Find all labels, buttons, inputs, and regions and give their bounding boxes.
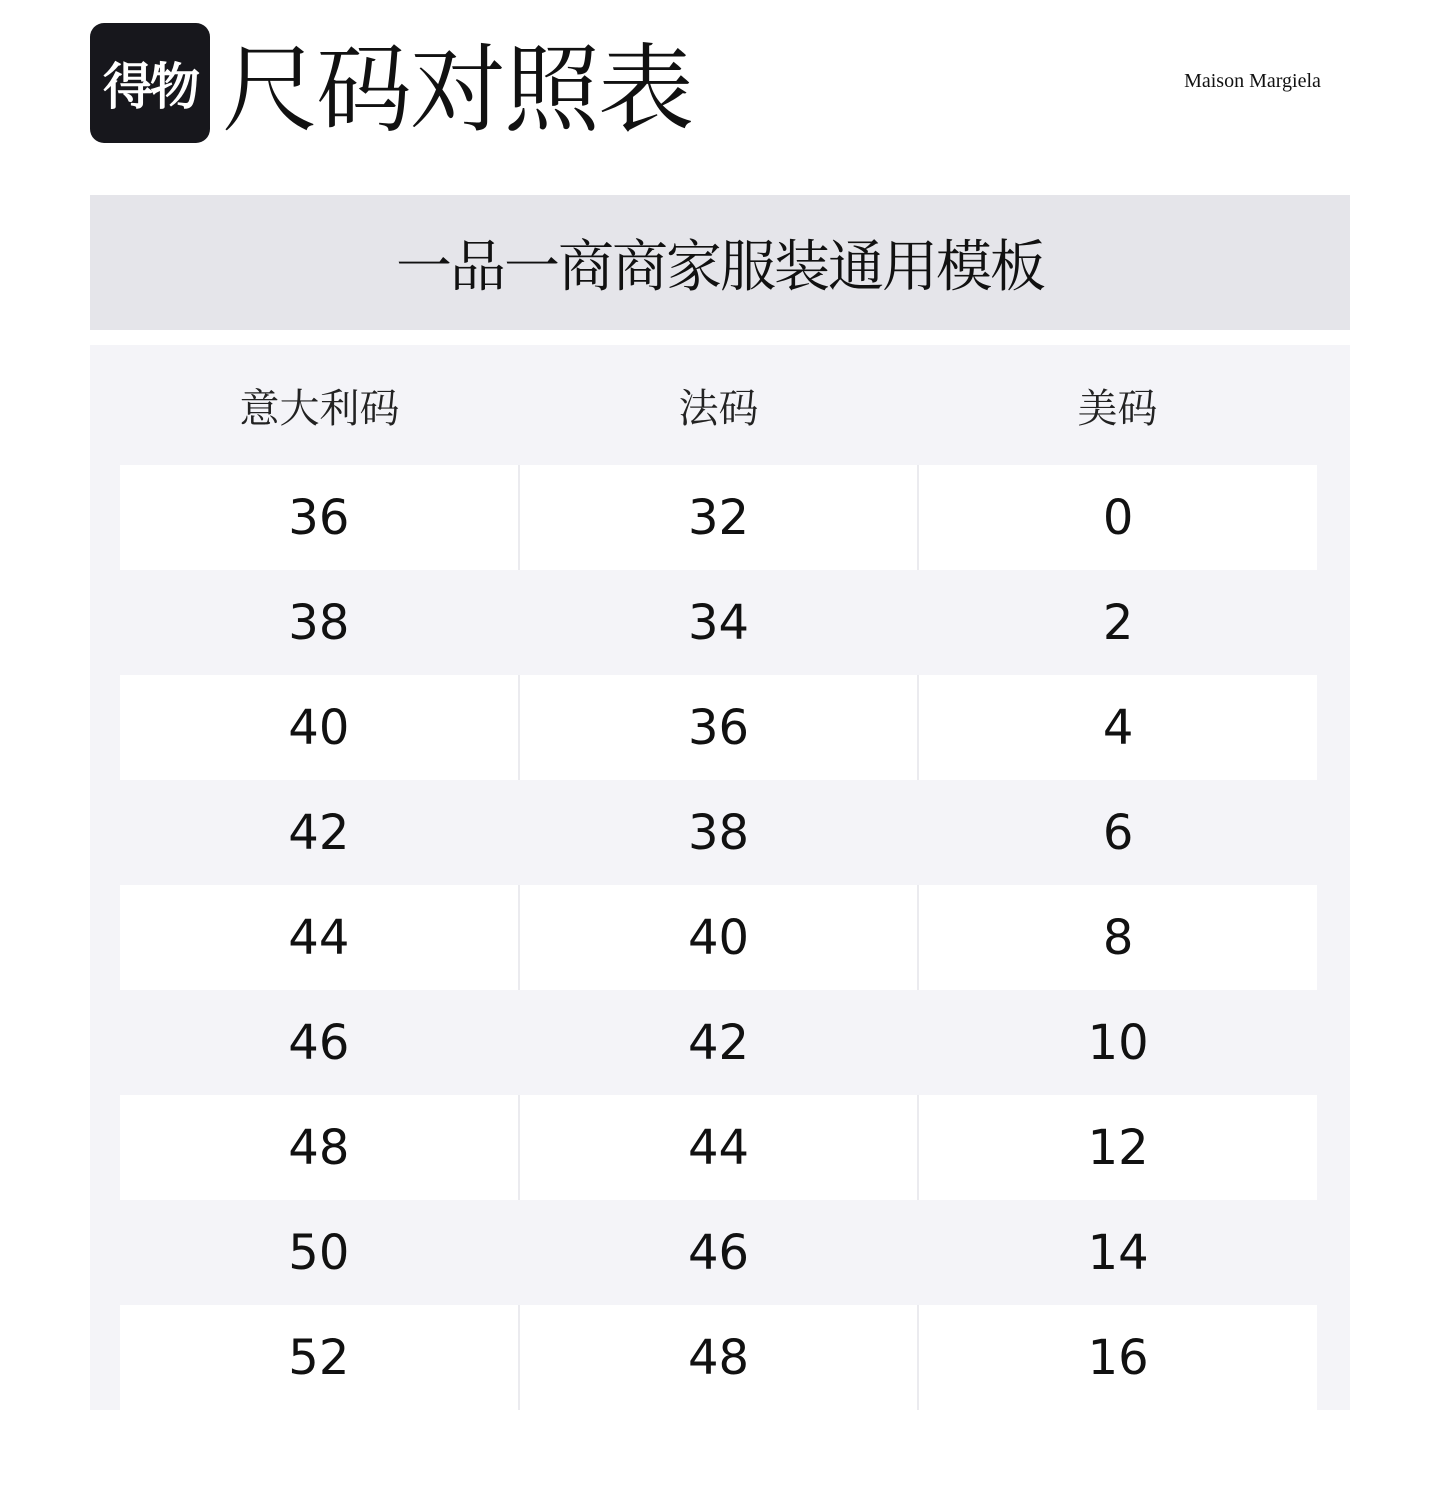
brand-name: Maison Margiela xyxy=(1184,70,1321,92)
header-us-size: 美码 xyxy=(1077,385,1158,432)
table-row xyxy=(120,990,1317,1095)
cell-french-size: 34 xyxy=(518,570,918,675)
cell-us-size: 14 xyxy=(917,1200,1317,1305)
cell-french-size: 40 xyxy=(518,885,918,990)
cell-us-size: 2 xyxy=(917,570,1317,675)
cell-french-size: 42 xyxy=(518,990,918,1095)
cell-french-size: 36 xyxy=(518,675,918,780)
cell-italian-size: 50 xyxy=(120,1200,518,1305)
dewu-logo xyxy=(90,23,210,143)
cell-italian-size: 48 xyxy=(120,1095,518,1200)
table-row xyxy=(120,675,1317,780)
cell-us-size: 6 xyxy=(917,780,1317,885)
table-row xyxy=(120,885,1317,990)
cell-italian-size: 36 xyxy=(120,465,518,570)
cell-us-size: 16 xyxy=(917,1305,1317,1410)
cell-us-size: 8 xyxy=(917,885,1317,990)
cell-italian-size: 44 xyxy=(120,885,518,990)
cell-italian-size: 38 xyxy=(120,570,518,675)
cell-us-size: 10 xyxy=(917,990,1317,1095)
cell-french-size: 48 xyxy=(518,1305,918,1410)
table-row xyxy=(120,1305,1317,1410)
table-header-row xyxy=(120,345,1317,465)
banner-title: 一品一商商家服装通用模板 xyxy=(396,234,1044,300)
table-row xyxy=(120,1200,1317,1305)
page-title: 尺码对照表 xyxy=(222,34,692,146)
cell-us-size: 4 xyxy=(917,675,1317,780)
size-chart-table xyxy=(90,345,1350,1410)
table-body xyxy=(120,465,1317,1410)
logo-text: 得物 xyxy=(103,58,197,116)
table-row xyxy=(120,465,1317,570)
header-italian-size: 意大利码 xyxy=(239,385,400,432)
cell-italian-size: 46 xyxy=(120,990,518,1095)
cell-italian-size: 52 xyxy=(120,1305,518,1410)
cell-italian-size: 42 xyxy=(120,780,518,885)
cell-italian-size: 40 xyxy=(120,675,518,780)
cell-us-size: 0 xyxy=(917,465,1317,570)
table-row xyxy=(120,1095,1317,1200)
template-banner xyxy=(90,195,1350,330)
header-french-size: 法码 xyxy=(678,385,759,432)
table-row xyxy=(120,570,1317,675)
cell-us-size: 12 xyxy=(917,1095,1317,1200)
cell-french-size: 32 xyxy=(518,465,918,570)
cell-french-size: 46 xyxy=(518,1200,918,1305)
cell-french-size: 44 xyxy=(518,1095,918,1200)
table-row xyxy=(120,780,1317,885)
cell-french-size: 38 xyxy=(518,780,918,885)
